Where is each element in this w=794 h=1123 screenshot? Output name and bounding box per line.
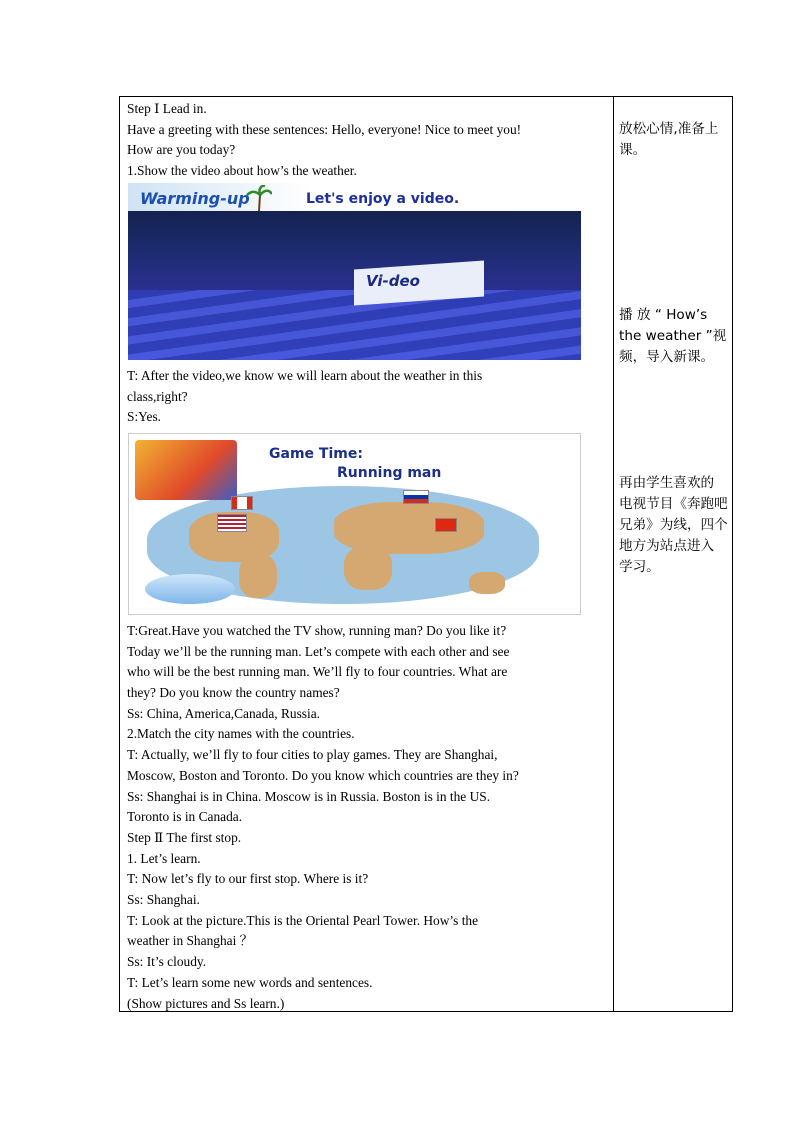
text-line: class,right?: [127, 388, 188, 404]
note-line: 播 放 “ How’s: [619, 307, 708, 323]
text-line: 1.Show the video about how’s the weather.: [127, 163, 357, 179]
text-line: S:Yes.: [127, 409, 161, 425]
text-line: weather in Shanghai ？: [127, 933, 254, 949]
palm-tree-icon: [246, 185, 272, 211]
canada-flag-icon: [231, 496, 253, 510]
note-line: 电视节目《奔跑吧: [619, 496, 728, 512]
step1-heading: Step Ⅰ Lead in.: [127, 101, 207, 116]
note-line: 频，导入新课。: [619, 349, 715, 365]
text-line: Moscow, Boston and Toronto. Do you know which countries are they in?: [127, 767, 519, 783]
procedure-column: [127, 99, 607, 1014]
note-running-man: [619, 473, 729, 578]
text-line: Toronto is in Canada.: [127, 809, 243, 825]
text-line: T: Look at the picture.This is the Oriental Pearl Tower. How’s the: [127, 912, 479, 928]
map-land-africa: [344, 546, 392, 590]
note-line: 地方为站点进入: [619, 538, 715, 554]
enjoy-video-label: Let's enjoy a video.: [306, 190, 460, 207]
warming-up-label: Warming-up: [140, 188, 250, 208]
text-line: Ss: Shanghai is in China. Moscow is in Russia. Boston is in the US.: [127, 788, 491, 804]
text-line: How are you today?: [127, 142, 236, 158]
step2-heading: Step Ⅱ The first stop.: [127, 829, 242, 845]
russia-flag-icon: [403, 490, 429, 504]
text-line: who will be the best running man. We’ll fly to four countries. What are: [127, 664, 508, 680]
note-line: the weather ”视: [619, 328, 727, 344]
running-man-title: Running man: [337, 464, 442, 481]
text-line: 1. Let’s learn.: [127, 850, 201, 866]
note-relax: [619, 119, 729, 161]
text-line: T:Great.Have you watched the TV show, running man? Do you like it?: [127, 622, 507, 638]
text-line: Today we’ll be the running man. Let’s compete with each other and see: [127, 643, 510, 659]
note-line: 兄弟》为线，四个: [619, 517, 728, 533]
text-line: Ss: It’s cloudy.: [127, 954, 207, 970]
screen-text: Vi-deo: [366, 271, 420, 290]
game-time-title: Game Time:: [269, 445, 363, 462]
map-land-australia: [469, 572, 505, 594]
note-line: 放松心情,准备上: [619, 121, 719, 137]
text-line: 2.Match the city names with the countries.: [127, 726, 355, 742]
note-line: 再由学生喜欢的: [619, 475, 715, 491]
text-line: they? Do you know the country names?: [127, 685, 340, 701]
warming-up-video-image: [128, 183, 581, 360]
text-line: Ss: Shanghai.: [127, 892, 200, 908]
text-line: T: Actually, we’ll fly to four cities to play games. They are Shanghai,: [127, 747, 498, 763]
running-man-map-image: [128, 433, 581, 615]
map-land-south-america: [239, 554, 277, 598]
china-flag-icon: [435, 518, 457, 532]
text-line: T: Let’s learn some new words and sentences.: [127, 974, 373, 990]
column-divider: [613, 97, 614, 1011]
text-line: T: Now let’s fly to our first stop. Where is it?: [127, 871, 369, 887]
lesson-table: [119, 96, 733, 1012]
note-line: 学习。: [619, 559, 660, 575]
running-man-poster: [135, 440, 237, 500]
note-line: 课。: [619, 142, 647, 158]
airplane-picture: [145, 574, 235, 604]
text-line: (Show pictures and Ss learn.): [127, 995, 285, 1011]
text-line: Have a greeting with these sentences: Hello, everyone! Nice to meet you!: [127, 121, 522, 137]
note-video: [619, 305, 729, 368]
usa-flag-icon: [217, 514, 247, 532]
text-line: Ss: China, America,Canada, Russia.: [127, 705, 321, 721]
text-line: T: After the video,we know we will learn about the weather in this: [127, 367, 483, 383]
